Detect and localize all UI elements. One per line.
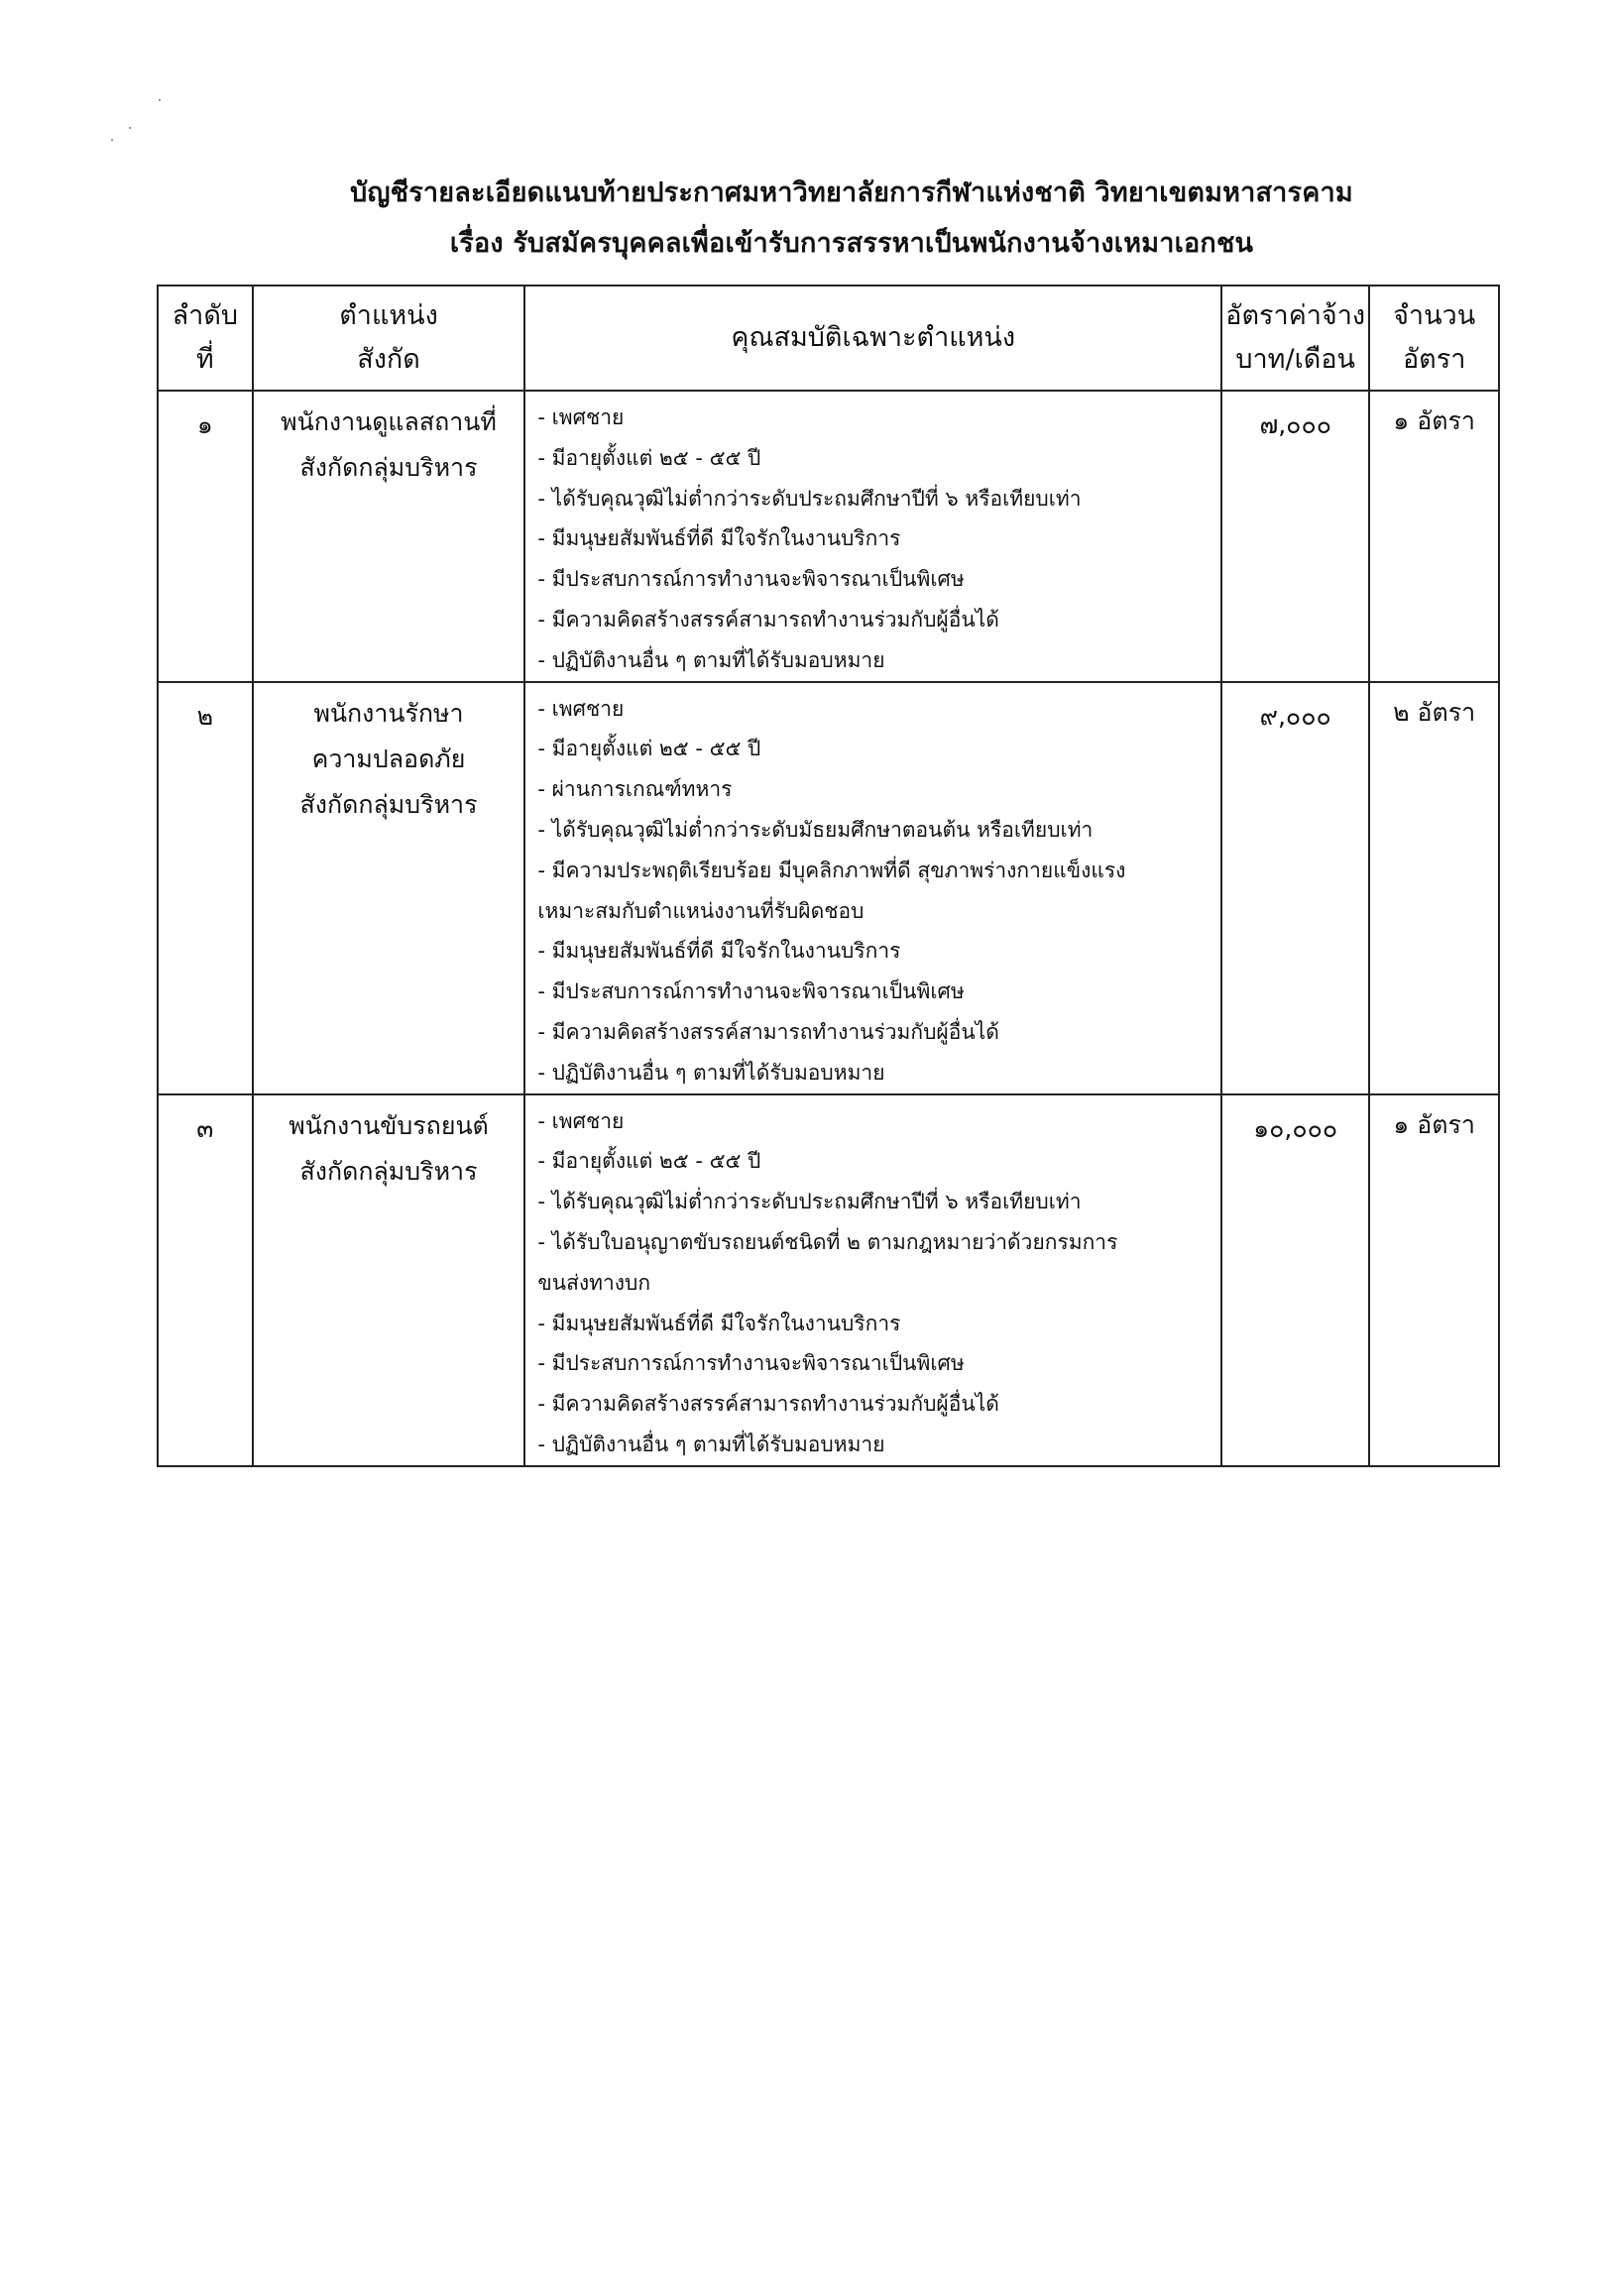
header-order xyxy=(158,286,253,391)
qualification-item: - เพศชาย xyxy=(537,696,625,721)
header-rate-line-1: อัตราค่าจ้าง xyxy=(1225,300,1366,331)
position-line: ความปลอดภัย xyxy=(311,744,466,773)
row-position xyxy=(253,1094,525,1466)
row-position xyxy=(253,391,525,682)
qualification-item: - มีความคิดสร้างสรรค์สามารถทำงานร่วมกับผู้อื่นได้ xyxy=(537,1019,999,1044)
position-line: พนักงานดูแลสถานที่ xyxy=(281,407,497,436)
qualification-item: - มีอายุตั้งแต่ ๒๕ - ๕๕ ปี xyxy=(537,1149,761,1174)
header-rate-line-2: บาท/เดือน xyxy=(1235,344,1356,375)
row-number: ๒ xyxy=(158,682,253,1094)
position-line: พนักงานรักษา xyxy=(313,698,464,728)
qualification-item: - ได้รับคุณวุฒิไม่ต่ำกว่าระดับประถมศึกษาปีที่ ๖ หรือเทียบเท่า xyxy=(537,1190,1082,1214)
row-position xyxy=(253,682,525,1094)
position-line: สังกัดกลุ่มบริหาร xyxy=(299,789,478,819)
row-count: ๑ อัตรา xyxy=(1369,1094,1499,1466)
qualification-item: - มีประสบการณ์การทำงานจะพิจารณาเป็นพิเศษ xyxy=(537,567,965,592)
header-position-line-2: สังกัด xyxy=(357,344,420,375)
header-order-line-1: ลำดับ xyxy=(172,300,239,331)
table-header-row xyxy=(158,286,1499,391)
position-line: พนักงานขับรถยนต์ xyxy=(288,1110,489,1140)
qualification-item: - ปฏิบัติงานอื่น ๆ ตามที่ได้รับมอบหมาย xyxy=(537,647,885,672)
scan-speck xyxy=(129,127,131,129)
header-position xyxy=(253,286,525,391)
qualification-item: - มีประสบการณ์การทำงานจะพิจารณาเป็นพิเศษ xyxy=(537,979,965,1004)
qualification-item: - ปฏิบัติงานอื่น ๆ ตามที่ได้รับมอบหมาย xyxy=(537,1432,885,1456)
header-position-line-1: ตำแหน่ง xyxy=(339,300,438,331)
qualification-item: - ได้รับใบอนุญาตขับรถยนต์ชนิดที่ ๒ ตามกฎหมายว่าด้วยกรมการ xyxy=(537,1229,1118,1254)
qualification-item: - มีประสบการณ์การทำงานจะพิจารณาเป็นพิเศษ xyxy=(537,1351,965,1376)
row-qualifications xyxy=(524,682,1221,1094)
row-number: ๑ xyxy=(158,391,253,682)
qualification-item: เหมาะสมกับตำแหน่งงานที่รับผิดชอบ xyxy=(537,898,865,923)
row-rate: ๗,๐๐๐ xyxy=(1221,391,1369,682)
qualification-item: - ผ่านการเกณฑ์ทหาร xyxy=(537,777,733,802)
header-count-line-1: จำนวน xyxy=(1393,300,1476,331)
qualification-item: - มีความประพฤติเรียบร้อย มีบุคลิกภาพที่ดี สุขภาพร่างกายแข็งแรง xyxy=(537,858,1126,882)
document-title-line-2: เรื่อง รับสมัครบุคคลเพื่อเข้ารับการสรรหาเป็นพนักงานจ้างเหมาเอกชน xyxy=(449,228,1254,259)
scan-speck xyxy=(159,99,161,101)
table-row xyxy=(158,391,1499,682)
header-rate xyxy=(1221,286,1369,391)
qualification-item: ขนส่งทางบก xyxy=(537,1270,651,1295)
table-row xyxy=(158,1094,1499,1466)
qualification-item: - มีมนุษยสัมพันธ์ที่ดี มีใจรักในงานบริการ xyxy=(537,1311,901,1335)
position-line: สังกัดกลุ่มบริหาร xyxy=(299,453,478,482)
qualification-item: - เพศชาย xyxy=(537,405,625,429)
position-line: สังกัดกลุ่มบริหาร xyxy=(299,1156,478,1186)
row-count: ๒ อัตรา xyxy=(1369,682,1499,1094)
header-order-line-2: ที่ xyxy=(195,344,214,375)
qualification-item: - มีอายุตั้งแต่ ๒๕ - ๕๕ ปี xyxy=(537,737,761,761)
qualification-item: - ได้รับคุณวุฒิไม่ต่ำกว่าระดับประถมศึกษาปีที่ ๖ หรือเทียบเท่า xyxy=(537,486,1082,511)
row-rate: ๑๐,๐๐๐ xyxy=(1221,1094,1369,1466)
header-count xyxy=(1369,286,1499,391)
qualification-item: - เพศชาย xyxy=(537,1108,625,1133)
qualification-item: - ปฏิบัติงานอื่น ๆ ตามที่ได้รับมอบหมาย xyxy=(537,1060,885,1085)
row-rate: ๙,๐๐๐ xyxy=(1221,682,1369,1094)
document-title-line-1: บัญชีรายละเอียดแนบท้ายประกาศมหาวิทยาลัยการกีฬาแห่งชาติ วิทยาเขตมหาสารคาม xyxy=(350,177,1353,208)
qualification-item: - มีมนุษยสัมพันธ์ที่ดี มีใจรักในงานบริการ xyxy=(537,526,901,551)
header-qualifications: คุณสมบัติเฉพาะตำแหน่ง xyxy=(524,286,1221,391)
qualification-item: - ได้รับคุณวุฒิไม่ต่ำกว่าระดับมัธยมศึกษาตอนต้น หรือเทียบเท่า xyxy=(537,817,1094,842)
qualification-item: - มีความคิดสร้างสรรค์สามารถทำงานร่วมกับผู้อื่นได้ xyxy=(537,1392,999,1417)
scan-speck xyxy=(111,139,113,141)
header-count-line-2: อัตรา xyxy=(1402,344,1466,375)
row-count: ๑ อัตรา xyxy=(1369,391,1499,682)
qualification-item: - มีมนุษยสัมพันธ์ที่ดี มีใจรักในงานบริการ xyxy=(537,939,901,964)
row-number: ๓ xyxy=(158,1094,253,1466)
qualification-item: - มีความคิดสร้างสรรค์สามารถทำงานร่วมกับผู้อื่นได้ xyxy=(537,607,999,631)
qualification-item: - มีอายุตั้งแต่ ๒๕ - ๕๕ ปี xyxy=(537,445,761,470)
positions-table xyxy=(157,285,1500,1467)
table-row xyxy=(158,682,1499,1094)
row-qualifications xyxy=(524,1094,1221,1466)
row-qualifications xyxy=(524,391,1221,682)
